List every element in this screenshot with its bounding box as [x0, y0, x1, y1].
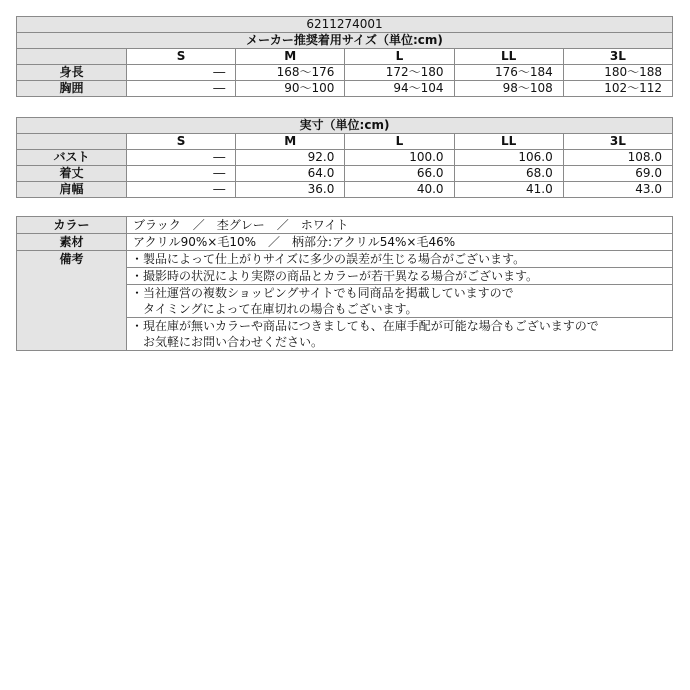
color-value: ブラック ／ 杢グレー ／ ホワイト — [127, 217, 673, 234]
note-item — [127, 285, 673, 318]
cell: 43.0 — [563, 182, 672, 198]
cell: 108.0 — [563, 150, 672, 166]
material-value: アクリル90%×毛10% ／ 柄部分:アクリル54%×毛46% — [127, 234, 673, 251]
product-info-table — [16, 216, 673, 351]
color-label: カラー — [17, 217, 127, 234]
color-row — [17, 217, 673, 234]
cell: 102～112 — [563, 81, 672, 97]
notes-row — [17, 251, 673, 268]
note-line: ・当社運営の複数ショッピングサイトでも同商品を掲載していますので — [131, 286, 514, 300]
row-label-length: 着丈 — [17, 166, 127, 182]
product-code: 6211274001 — [17, 17, 673, 33]
cell: ― — [127, 81, 236, 97]
table-row — [17, 182, 673, 198]
size-ll: LL — [454, 49, 563, 65]
cell: 69.0 — [563, 166, 672, 182]
material-row — [17, 234, 673, 251]
notes-label: 備考 — [17, 251, 127, 351]
corner-cell — [17, 49, 127, 65]
size-m: M — [236, 49, 345, 65]
cell: 64.0 — [236, 166, 345, 182]
row-label-shoulder: 肩幅 — [17, 182, 127, 198]
cell: 94～104 — [345, 81, 454, 97]
row-label-chest: 胸囲 — [17, 81, 127, 97]
cell: 176～184 — [454, 65, 563, 81]
cell: 172～180 — [345, 65, 454, 81]
size-l: L — [345, 134, 454, 150]
cell: ― — [127, 65, 236, 81]
note-line: お気軽にお問い合わせください。 — [131, 335, 324, 349]
cell: 90～100 — [236, 81, 345, 97]
table-row — [17, 81, 673, 97]
size-l: L — [345, 49, 454, 65]
size-s: S — [127, 49, 236, 65]
cell: 92.0 — [236, 150, 345, 166]
size-3l: 3L — [563, 49, 672, 65]
cell: ― — [127, 182, 236, 198]
cell: 100.0 — [345, 150, 454, 166]
table-row — [17, 166, 673, 182]
size-s: S — [127, 134, 236, 150]
note-item — [127, 318, 673, 351]
row-label-bust: バスト — [17, 150, 127, 166]
cell: 168～176 — [236, 65, 345, 81]
size-header-row — [17, 49, 673, 65]
cell: 106.0 — [454, 150, 563, 166]
note-line: ・現在庫が無いカラーや商品につきましても、在庫手配が可能な場合もございますので — [131, 319, 599, 333]
table-row — [17, 65, 673, 81]
size-header-row — [17, 134, 673, 150]
cell: 180～188 — [563, 65, 672, 81]
size-m: M — [236, 134, 345, 150]
cell: 98～108 — [454, 81, 563, 97]
recommended-size-title: メーカー推奨着用サイズ（単位:cm) — [17, 33, 673, 49]
cell: 36.0 — [236, 182, 345, 198]
size-ll: LL — [454, 134, 563, 150]
actual-size-table — [16, 117, 673, 198]
note-line: タイミングによって在庫切れの場合もございます。 — [131, 302, 418, 316]
cell: 41.0 — [454, 182, 563, 198]
corner-cell — [17, 134, 127, 150]
cell: 66.0 — [345, 166, 454, 182]
note-item: ・撮影時の状況により実際の商品とカラーが若干異なる場合がございます。 — [127, 268, 673, 285]
table-row — [17, 150, 673, 166]
material-label: 素材 — [17, 234, 127, 251]
actual-size-title: 実寸（単位:cm) — [17, 118, 673, 134]
cell: ― — [127, 166, 236, 182]
row-label-height: 身長 — [17, 65, 127, 81]
cell: 68.0 — [454, 166, 563, 182]
cell: 40.0 — [345, 182, 454, 198]
size-3l: 3L — [563, 134, 672, 150]
recommended-size-table — [16, 16, 673, 97]
note-item: ・製品によって仕上がりサイズに多少の誤差が生じる場合がございます。 — [127, 251, 673, 268]
cell: ― — [127, 150, 236, 166]
